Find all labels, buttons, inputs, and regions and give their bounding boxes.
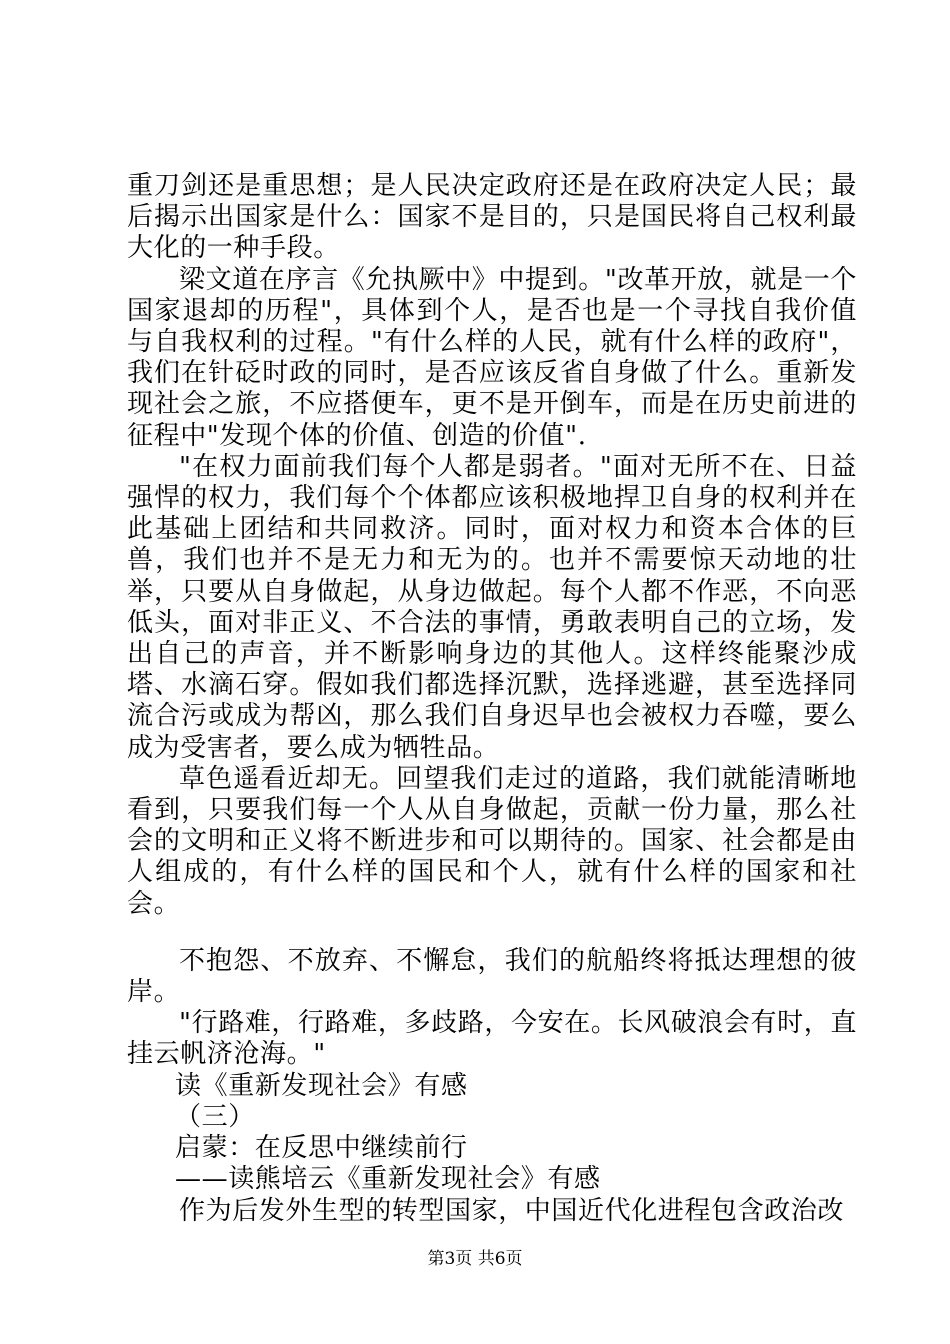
document-body (127, 171, 857, 1227)
page-number-footer: 第3页 共6页 (427, 1249, 523, 1269)
paragraph-4: 草色遥看近却无。回望我们走过的道路，我们就能清晰地看到，只要我们每一个人从自身做起，贡献一份力量，那么社会的文明和正义将不断进步和可以期待的。国家、社会都是由人组成的，有什么样的国民和个人，就有什么样的国家和社会。 (127, 763, 857, 919)
poem-quote: "行路难，行路难，多歧路，今安在。长风破浪会有时，直挂云帆济沧海。" (127, 1008, 857, 1070)
paragraph-2: 梁文道在序言《允执厥中》中提到。"改革开放，就是一个国家退却的历程"，具体到个人，是否也是一个寻找自我价值与自我权利的过程。"有什么样的人民，就有什么样的政府"，我们在针砭时政的同时，是否应该反省自身做了什么。重新发现社会之旅，不应搭便车，更不是开倒车，而是在历史前进的征程中"发现个体的价值、创造的价值". (127, 264, 857, 451)
paragraph-5: 不抱怨、不放弃、不懈怠，我们的航船终将抵达理想的彼岸。 (127, 945, 857, 1008)
paragraph-6: 作为后发外生型的转型国家，中国近代化进程包含政治改 (179, 1195, 845, 1226)
section-title: 启蒙：在反思中继续前行 (175, 1133, 468, 1164)
paragraph-spacer (127, 920, 857, 946)
section-subtitle: ——读熊培云《重新发现社会》有感 (175, 1164, 601, 1195)
section-number: （三） (175, 1101, 255, 1132)
paragraph-3: "在权力面前我们每个人都是弱者。"面对无所不在、日益强悍的权力，我们每个个体都应该积极地捍卫自身的权利并在此基础上团结和共同救济。同时，面对权力和资本合体的巨兽，我们也并不是无力和无为的。也并不需要惊天动地的壮举，只要从自身做起，从身边做起。每个人都不作恶，不向恶低头，面对非正义、不合法的事情，勇敢表明自己的立场，发出自己的声音，并不断影响身边的其他人。这样终能聚沙成塔、水滴石穿。假如我们都选择沉默，选择逃避，甚至选择同流合污或成为帮凶，那么我们自身迟早也会被权力吞噬，要么成为受害者，要么成为牺牲品。 (127, 451, 857, 763)
paragraph-1: 重刀剑还是重思想；是人民决定政府还是在政府决定人民；最后揭示出国家是什么：国家不是目的，只是国民将自己权利最大化的一种手段。 (127, 171, 857, 264)
article-title: 读《重新发现社会》有感 (175, 1070, 468, 1101)
